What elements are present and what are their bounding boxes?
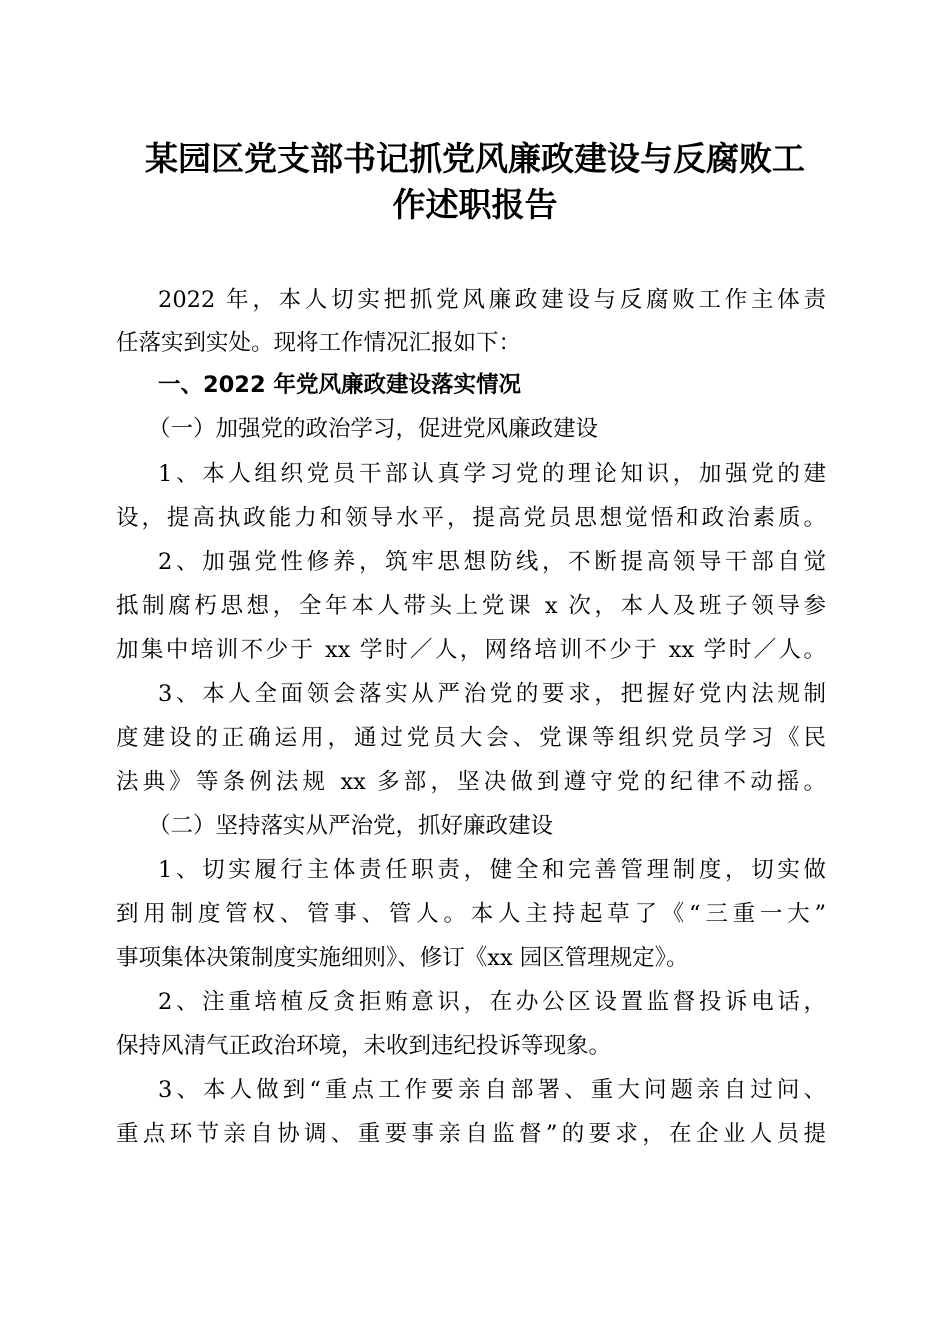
sub1-item-3-line-3: 法典》等条例法规 xx 多部，坚决做到遵守党的纪律不动摇。 <box>116 769 826 795</box>
sub2-item-3-line-1: 3、本人做到“重点工作要亲自部署、重大问题亲自过问、 <box>158 1077 826 1103</box>
sub2-item-2-line-2: 保持风清气正政治环境，未收到违纪投诉等现象。 <box>116 1033 612 1059</box>
intro-paragraph-line-1: 2022 年，本人切实把抓党风廉政建设与反腐败工作主体责 <box>158 287 826 313</box>
sub1-item-2-line-1: 2、加强党性修养，筑牢思想防线，不断提高领导干部自觉 <box>158 549 826 575</box>
sub1-item-1-line-2: 设，提高执政能力和领导水平，提高党员思想觉悟和政治素质。 <box>116 505 826 531</box>
sub1-item-3-line-1: 3、本人全面领会落实从严治党的要求，把握好党内法规制 <box>158 681 826 707</box>
intro-paragraph-line-2: 任落实到实处。现将工作情况汇报如下： <box>116 330 522 356</box>
sub2-item-1-line-2: 到用制度管权、管事、管人。本人主持起草了《“三重一大” <box>116 901 826 927</box>
sub1-item-2-line-3: 加集中培训不少于 xx 学时／人，网络培训不少于 xx 学时／人。 <box>116 637 826 663</box>
section-1-heading: 一、2022 年党风廉政建设落实情况 <box>158 372 521 398</box>
sub2-item-3-line-2: 重点环节亲自协调、重要事亲自监督”的要求，在企业人员提 <box>116 1121 826 1147</box>
sub2-item-2-line-1: 2、注重培植反贪拒贿意识，在办公区设置监督投诉电话， <box>158 989 826 1015</box>
sub2-item-1-line-1: 1、切实履行主体责任职责，健全和完善管理制度，切实做 <box>158 857 826 883</box>
sub1-item-3-line-2: 度建设的正确运用，通过党员大会、党课等组织党员学习《民 <box>116 725 826 751</box>
document-title-line-2: 作述职报告 <box>392 185 558 224</box>
subsection-1-heading: （一）加强党的政治学习，促进党风廉政建设 <box>148 416 599 442</box>
subsection-2-heading: （二）坚持落实从严治党，抓好廉政建设 <box>148 813 554 839</box>
sub1-item-1-line-1: 1、本人组织党员干部认真学习党的理论知识，加强党的建 <box>158 461 826 487</box>
sub1-item-2-line-2: 抵制腐朽思想，全年本人带头上党课 x 次，本人及班子领导参 <box>116 593 826 619</box>
document-title-line-1: 某园区党支部书记抓党风廉政建设与反腐败工 <box>145 139 805 178</box>
sub2-item-1-line-3: 事项集体决策制度实施细则》、修订《xx 园区管理规定》。 <box>116 945 689 971</box>
